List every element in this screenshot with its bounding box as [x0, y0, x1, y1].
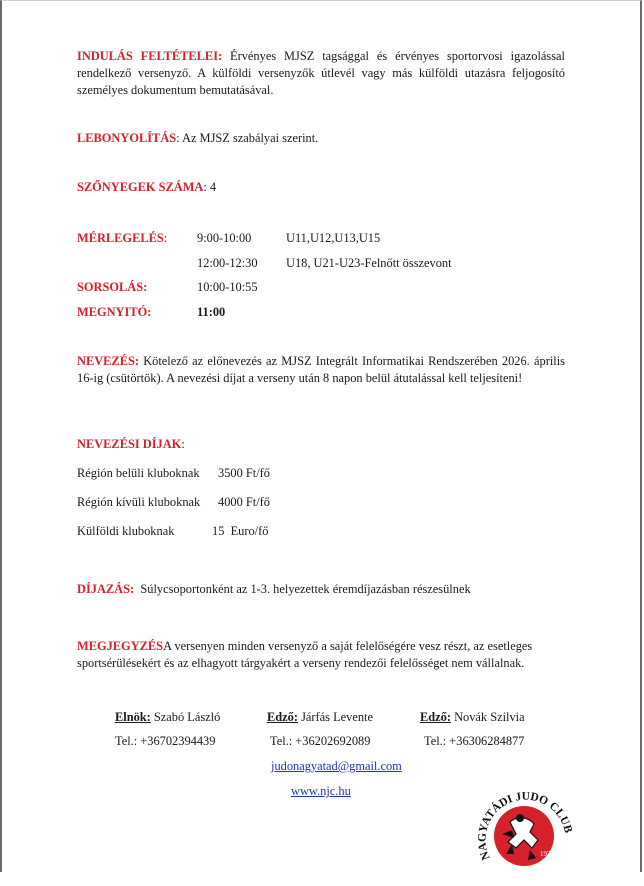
entry-text: Kötelező az előnevezés az MJSZ Integrált Informatikai Rendszerében 2026. április 16-ig (csütörtök). A nevezési díjat a verseny után 8 napon belül átutalással kell teljesíteni!: [77, 354, 565, 385]
conditions-label: INDULÁS FELTÉTELEI:: [77, 49, 223, 63]
draw-label: SORSOLÁS:: [77, 280, 148, 294]
weighin-time-2: 12:00-12:30: [197, 256, 258, 270]
contact-2-phone: Tel.: +36202692089: [270, 734, 371, 748]
weighin-label: MÉRLEGELÉS:: [77, 231, 168, 245]
opening-label: MEGNYITÓ:: [77, 305, 152, 319]
mats-text: : 4: [203, 180, 217, 194]
email-container: [271, 758, 402, 775]
fee-amount-3: 15 Euro/fő: [212, 524, 269, 538]
fee-amount-1: 3500 Ft/fő: [218, 466, 270, 480]
organization-text: : Az MJSZ szabályai szerint.: [176, 131, 319, 145]
awards-text: Súlycsoportonként az 1-3. helyezettek éremdíjazásban részesülnek: [134, 582, 471, 596]
weighin-groups-2: U18, U21-U23-Felnőtt összevont: [286, 256, 452, 270]
entry-paragraph: [77, 353, 565, 387]
contact-3-name: Edző: Novák Szilvia: [420, 710, 525, 724]
mats-line: [77, 179, 216, 196]
website-link[interactable]: www.njc.hu: [291, 784, 351, 798]
opening-time: 11:00: [197, 305, 226, 319]
draw-time: 10:00-10:55: [197, 280, 258, 294]
note-label: MEGJEGYZÉS: [77, 639, 164, 653]
organization-label: LEBONYOLÍTÁS: [77, 131, 177, 145]
logo-year: 1974: [540, 850, 554, 858]
contact-3-phone: Tel.: +36306284877: [424, 734, 525, 748]
contact-1-name: Elnök: Szabó László: [115, 710, 221, 724]
fees-label: NEVEZÉSI DÍJAK: [77, 437, 182, 451]
note-paragraph: [77, 638, 567, 672]
fee-category-3: Külföldi kluboknak: [77, 524, 175, 538]
email-link[interactable]: judonagyatad@gmail.com: [271, 759, 402, 773]
logo-ring-text: NAGYATÁDI JUDO CLUB: [476, 790, 574, 862]
fee-category-2: Régión kívüli kluboknak: [77, 495, 201, 509]
conditions-text: Érvényes MJSZ tagsággal és érvényes sportorvosi igazolással rendelkező versenyző. A külföldi versenyzők útlevél vagy más külföldi utazásra feljogosító személyes dokumentum bemutatásával.: [77, 49, 565, 97]
conditions-paragraph: [77, 48, 565, 99]
fee-amount-2: 4000 Ft/fő: [218, 495, 270, 509]
mats-label: SZŐNYEGEK SZÁMA: [77, 180, 204, 194]
organization-line: [77, 130, 318, 147]
weighin-groups-1: U11,U12,U13,U15: [286, 231, 381, 245]
entry-label: NEVEZÉS:: [77, 354, 139, 368]
fee-category-1: Régión belüli kluboknak: [77, 466, 200, 480]
contact-2-name: Edző: Járfás Levente: [267, 710, 373, 724]
note-text: A versenyen minden versenyző a saját felelőségére vesz részt, az esetleges sportsérülésekért és az elhagyott tárgyakért a verseny rendezői felelősséget nem vállalnak.: [77, 639, 533, 670]
contact-1-phone: Tel.: +36702394439: [115, 734, 216, 748]
website-container: [291, 783, 351, 800]
awards-label: DÍJAZÁS:: [77, 582, 135, 596]
fees-heading: NEVEZÉSI DÍJAK:: [77, 437, 185, 451]
awards-line: [77, 581, 471, 598]
weighin-time-1: 9:00-10:00: [197, 231, 252, 245]
club-logo: [472, 782, 576, 886]
